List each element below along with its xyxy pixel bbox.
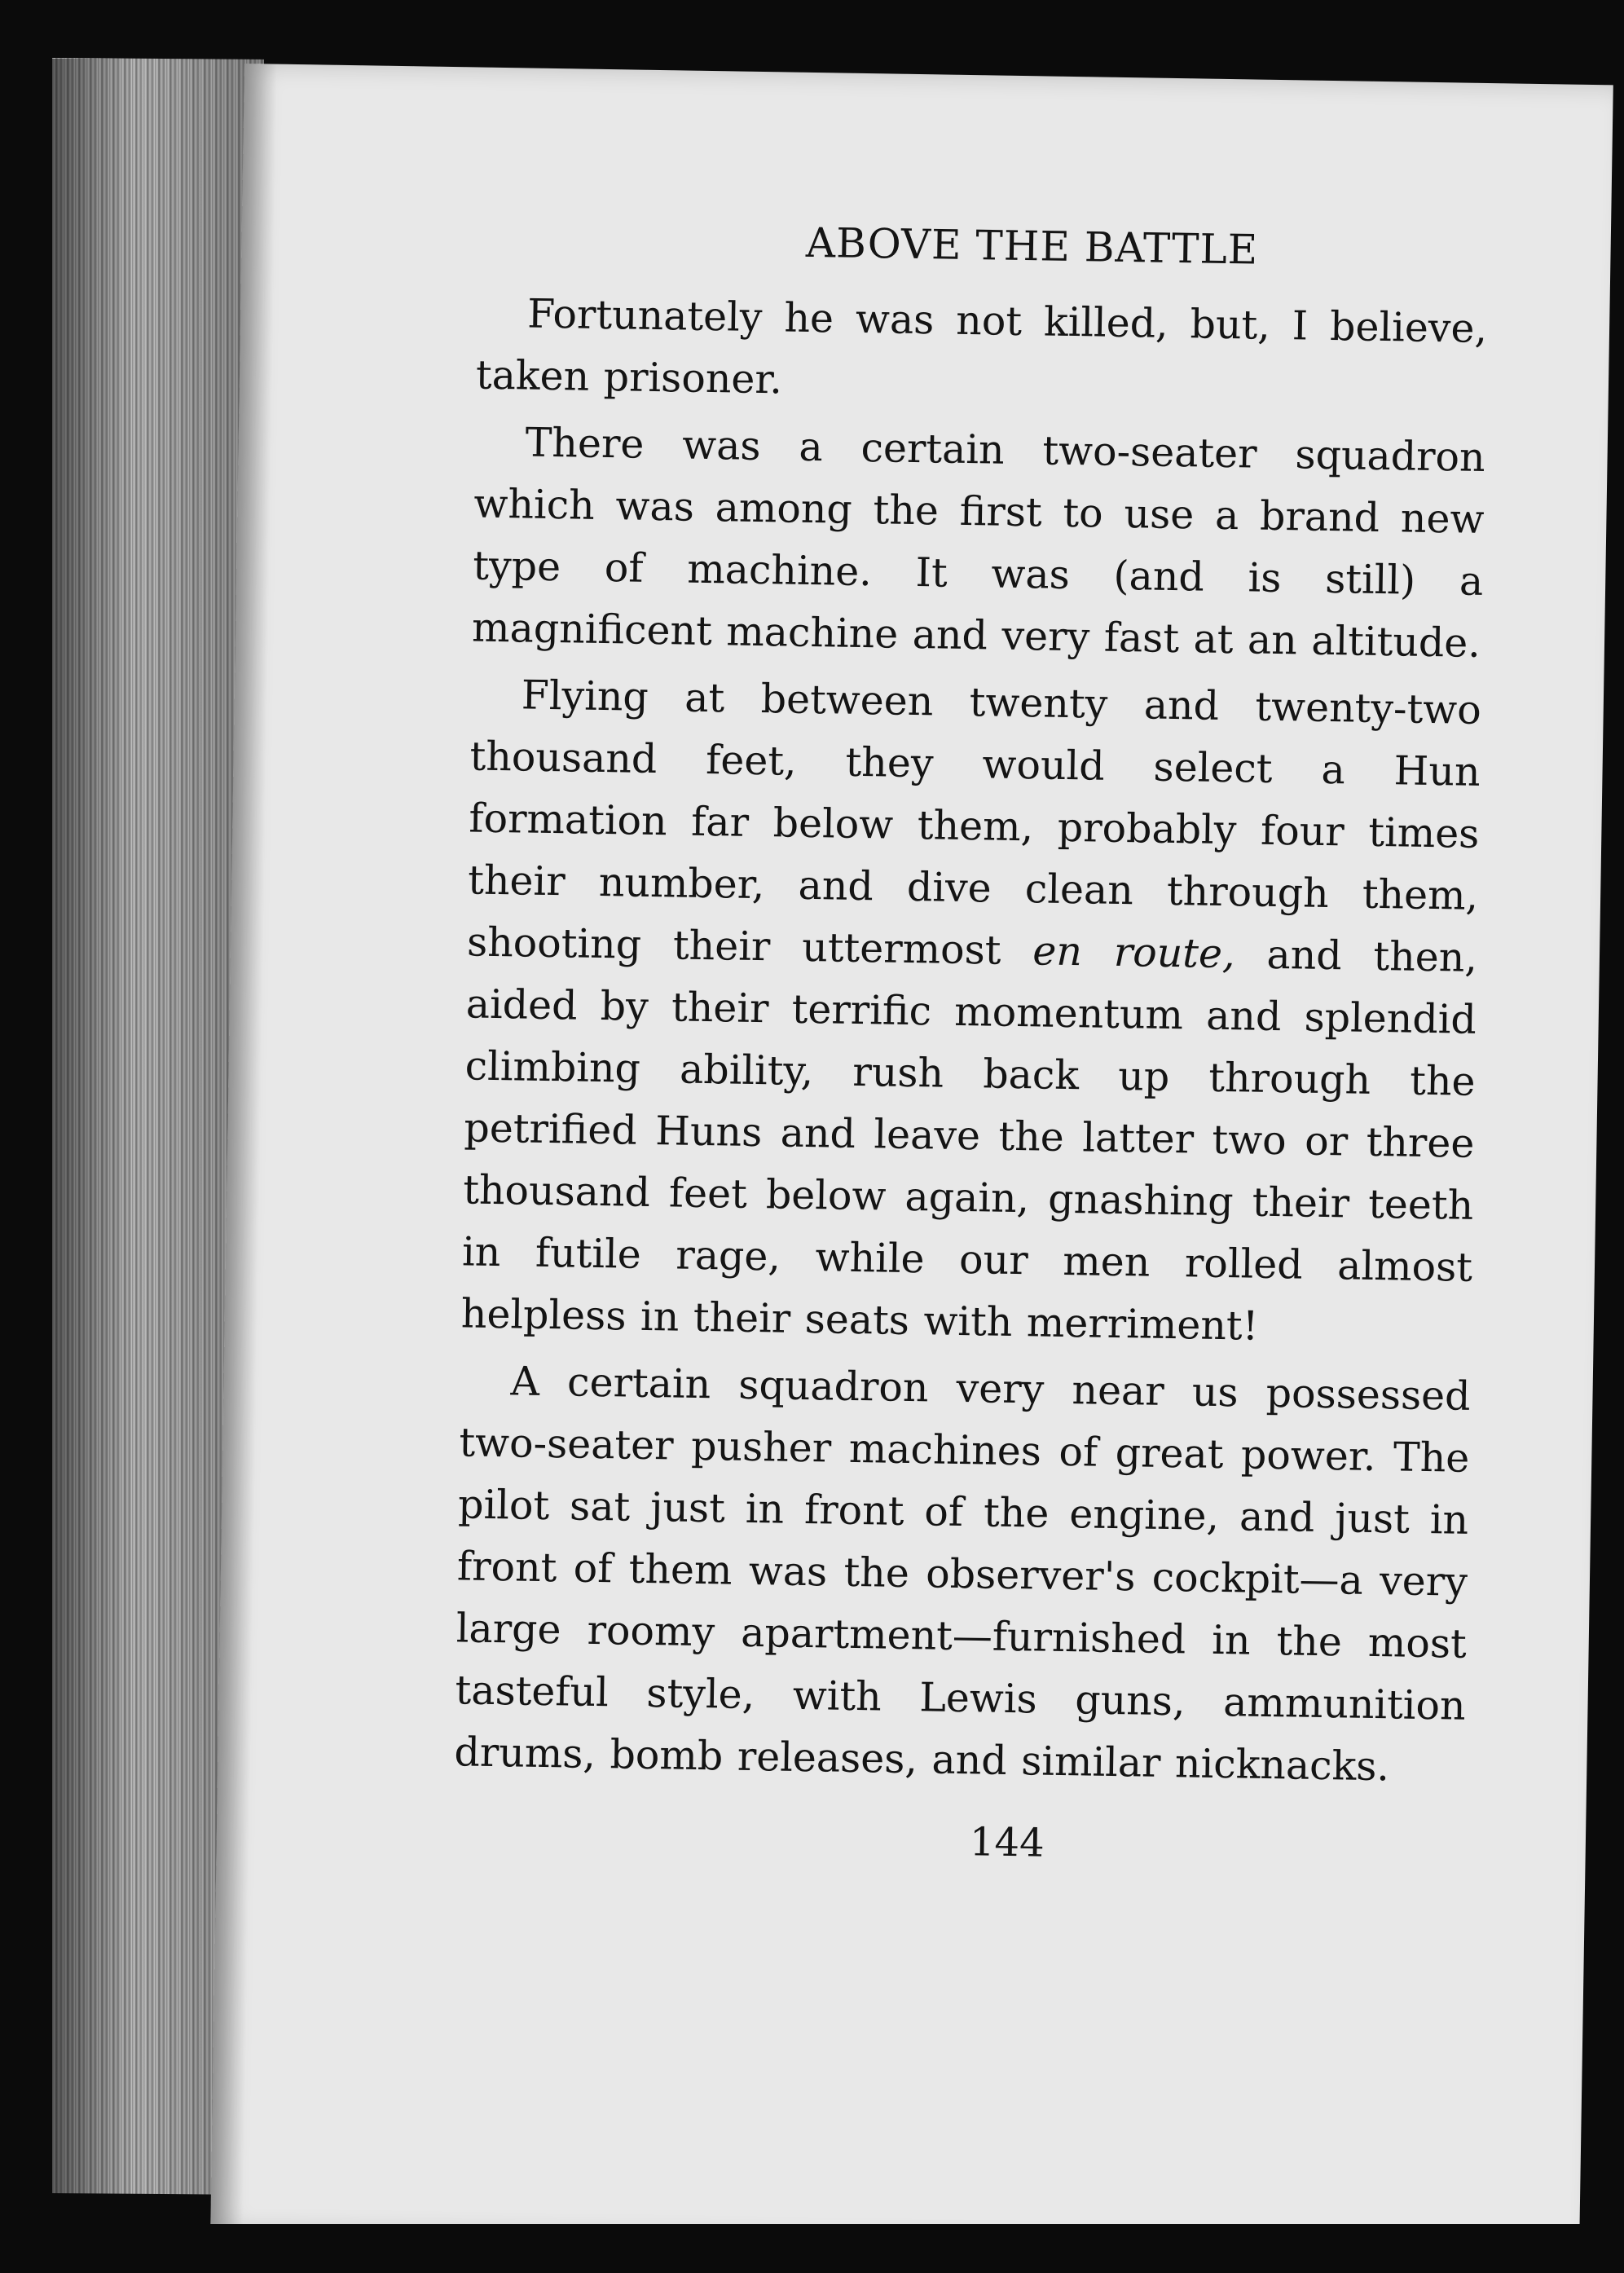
page-number: 144: [969, 1819, 1045, 1866]
paragraph-1: Fortunately he was not killed, but, I believe, taken prisoner.: [475, 290, 1488, 403]
paragraph-3: [460, 663, 1481, 1360]
paragraph-2: There was a certain two-seater squadron which was among the first to use a brand new type of machine. It was (and is still) a magnificent machine and very fast at an altitude.: [471, 419, 1486, 667]
scan-bottom-border: [0, 2224, 1624, 2273]
book-page: [210, 64, 1613, 2253]
italic-phrase: en route,: [1032, 927, 1236, 978]
paragraph-3-end: and then, aided by their terrific momentum and splendid climbing ability, rush back up through the petrified Huns and leave the latter two or three thousand feet below again, gnashing their teeth in futile rage, while our men rolled almost helpless in their seats with merriment!: [460, 931, 1478, 1350]
paragraph-3-start: Flying at between twenty and twenty-two thousand feet, they would select a Hun formation far below them, probably four times their number, and dive clean through them, shooting their uttermost: [466, 672, 1482, 975]
paragraph-4: A certain squadron very near us possessed two-seater pusher machines of great power. The pilot sat just in front of the engine, and just in front of them was the observer's cockpit—a very large roomy apartment—furnished in the most tasteful style, with Lewis guns, ammunition drums, bomb releases, and similar nicknacks.: [454, 1358, 1471, 1791]
page-content: [452, 214, 1489, 1873]
running-head: ABOVE THE BATTLE: [805, 218, 1259, 274]
